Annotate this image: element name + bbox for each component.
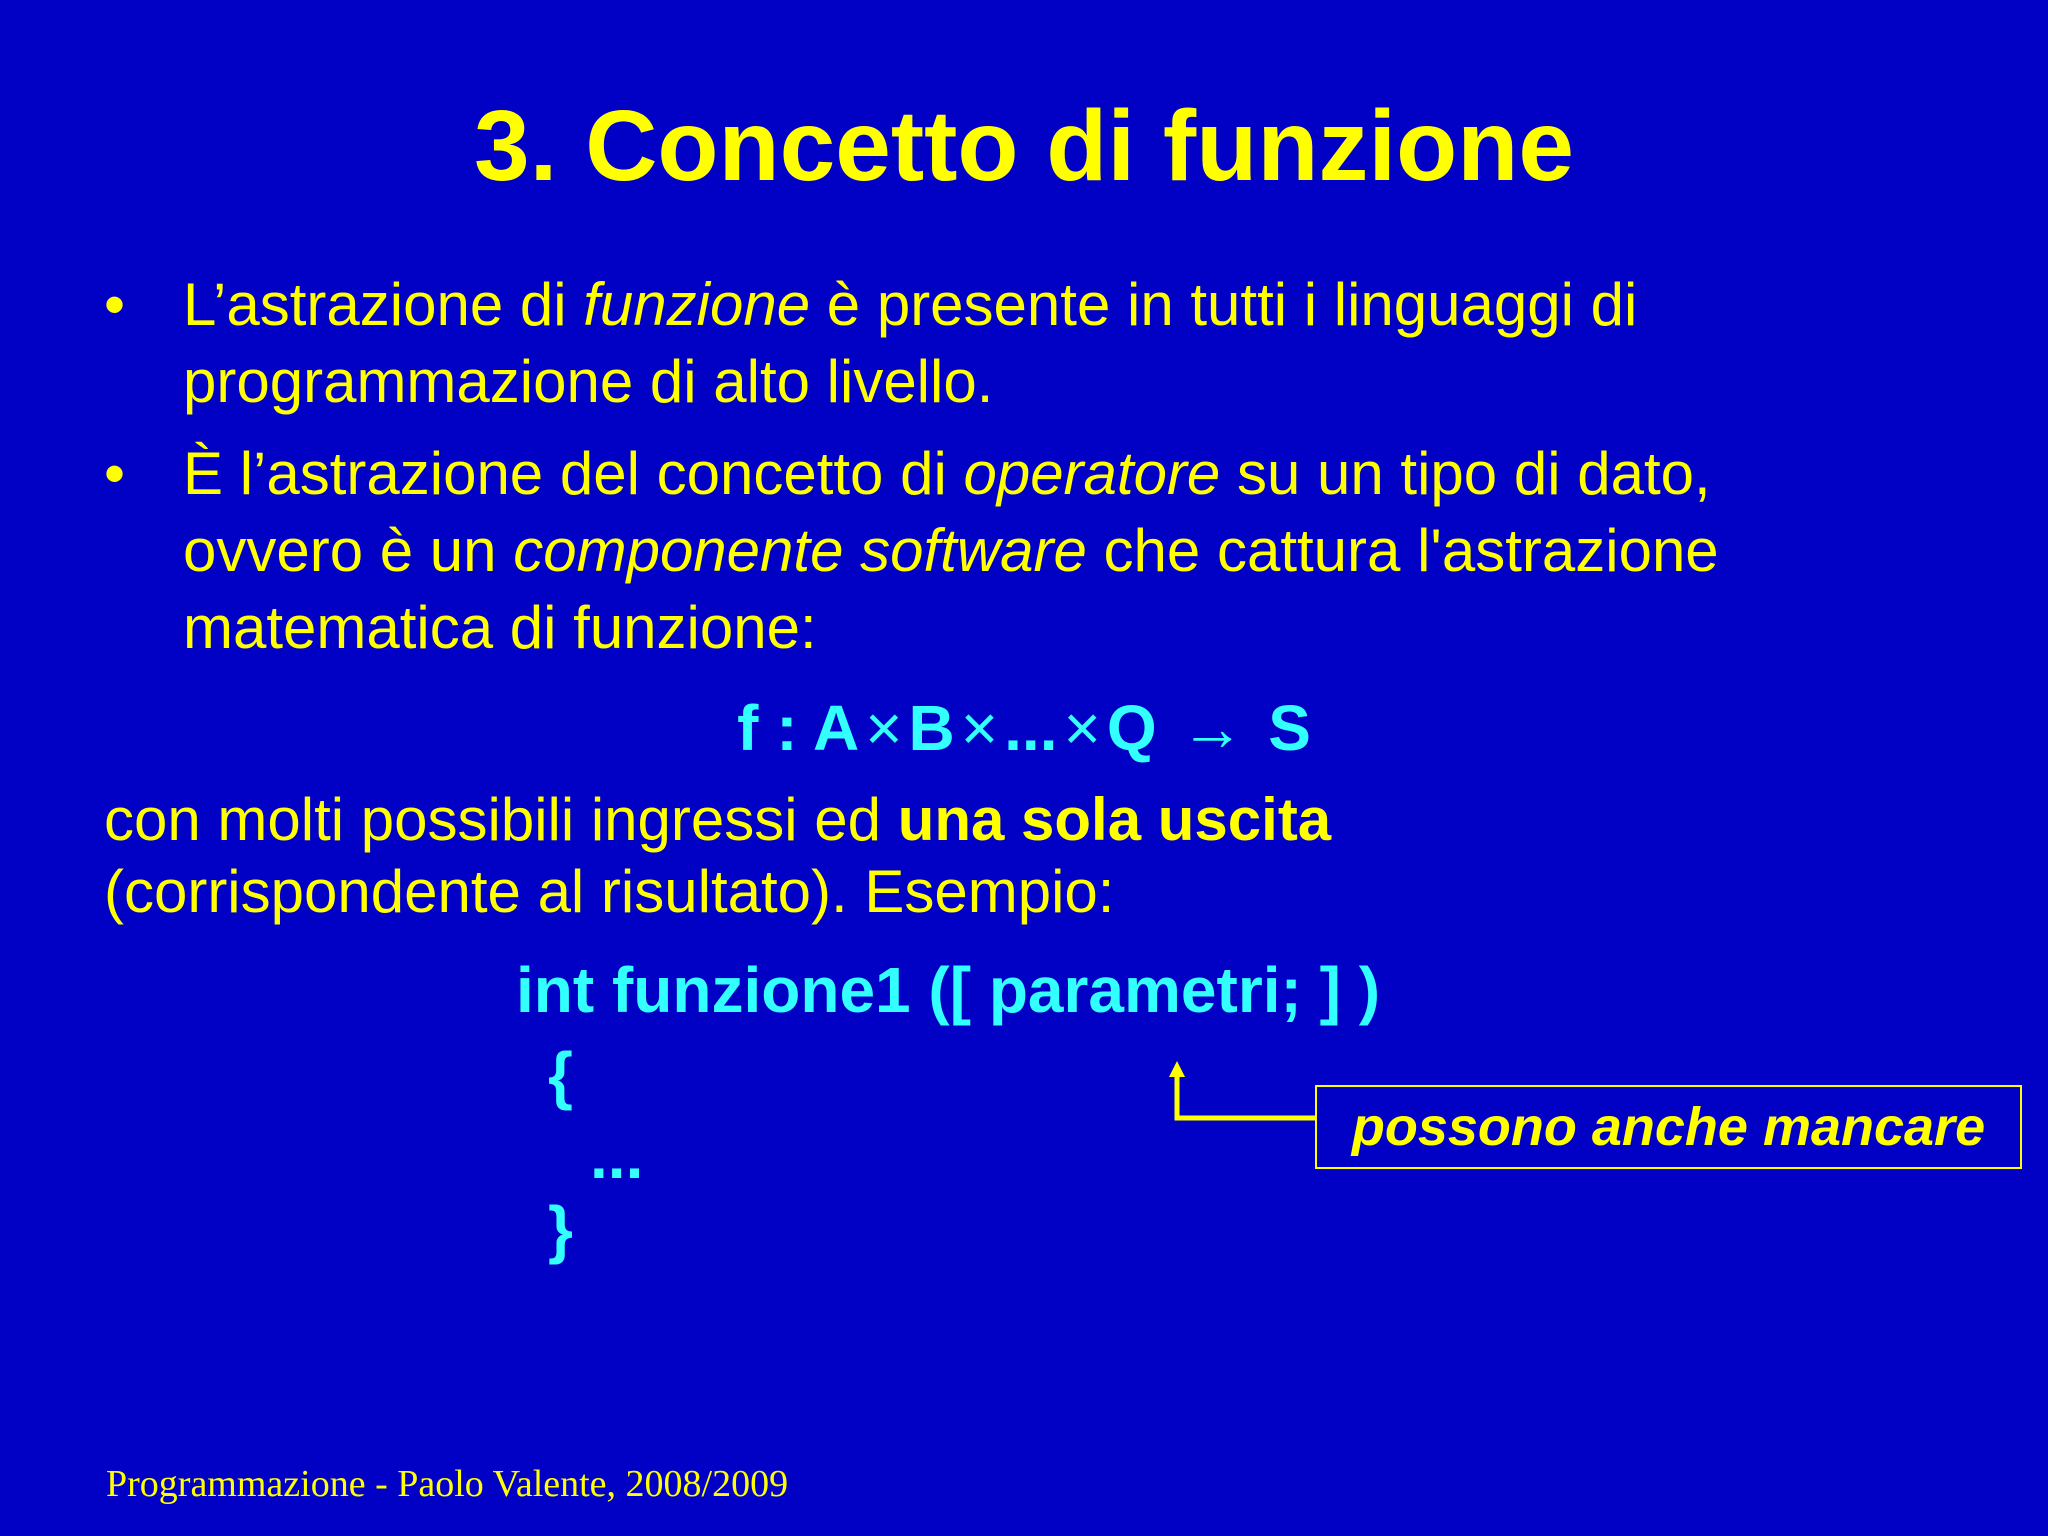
bullet-dot: • xyxy=(104,440,126,507)
text-run: con molti possibili ingressi ed xyxy=(104,786,898,853)
bullet-line: matematica di funzione: xyxy=(183,594,817,661)
bold-text: una sola uscita xyxy=(897,786,1332,853)
code-signature: int funzione1 ([ parametri; ] ) xyxy=(516,954,1380,1026)
formula-symbol: : xyxy=(776,692,798,764)
bullet-line xyxy=(183,435,2003,512)
text-run: L’astrazione di xyxy=(183,271,584,338)
formula-symbol: B xyxy=(908,692,955,764)
text-run: ovvero è un xyxy=(183,517,514,584)
times-symbol: × xyxy=(1063,692,1101,764)
paragraph xyxy=(104,784,2004,928)
times-symbol: × xyxy=(865,692,903,764)
formula-symbol: S xyxy=(1268,692,1311,764)
annotation-box: possono anche mancare xyxy=(1315,1085,2022,1169)
emphasis-text: funzione xyxy=(583,271,811,338)
times-symbol: × xyxy=(960,692,999,764)
arrow-symbol: → xyxy=(1180,692,1245,764)
formula-symbol: Q xyxy=(1106,692,1157,764)
callout-arrow-icon xyxy=(1150,1060,1320,1140)
emphasis-text: componente software xyxy=(513,517,1087,584)
formula-symbol: f xyxy=(737,692,759,764)
text-run: È l’astrazione del concetto di xyxy=(183,440,964,507)
emphasis-text: operatore xyxy=(963,440,1221,507)
slide-footer: Programmazione - Paolo Valente, 2008/2009 xyxy=(106,1463,789,1505)
formula-symbol: ... xyxy=(1004,692,1058,764)
slide-title: 3. Concetto di funzione xyxy=(474,90,1574,202)
math-formula xyxy=(0,688,2048,768)
text-run: che cattura l'astrazione xyxy=(1086,517,1719,584)
formula-symbol: A xyxy=(812,692,860,764)
paragraph-line xyxy=(104,784,2004,856)
code-body-ellipsis: ... xyxy=(590,1120,644,1192)
text-run: su un tipo di dato, xyxy=(1220,440,1711,507)
code-open-brace: { xyxy=(548,1039,573,1111)
code-close-brace: } xyxy=(548,1193,573,1265)
bullet-line xyxy=(183,266,2003,343)
bullet-line: programmazione di alto livello. xyxy=(183,348,994,415)
bullet-text xyxy=(183,435,2003,666)
bullet-text xyxy=(183,266,2003,420)
bullet-line xyxy=(183,512,2003,589)
bullet-dot: • xyxy=(104,271,126,338)
paragraph-line: (corrispondente al risultato). Esempio: xyxy=(104,858,1115,925)
text-run: è presente in tutti i linguaggi di xyxy=(810,271,1638,338)
